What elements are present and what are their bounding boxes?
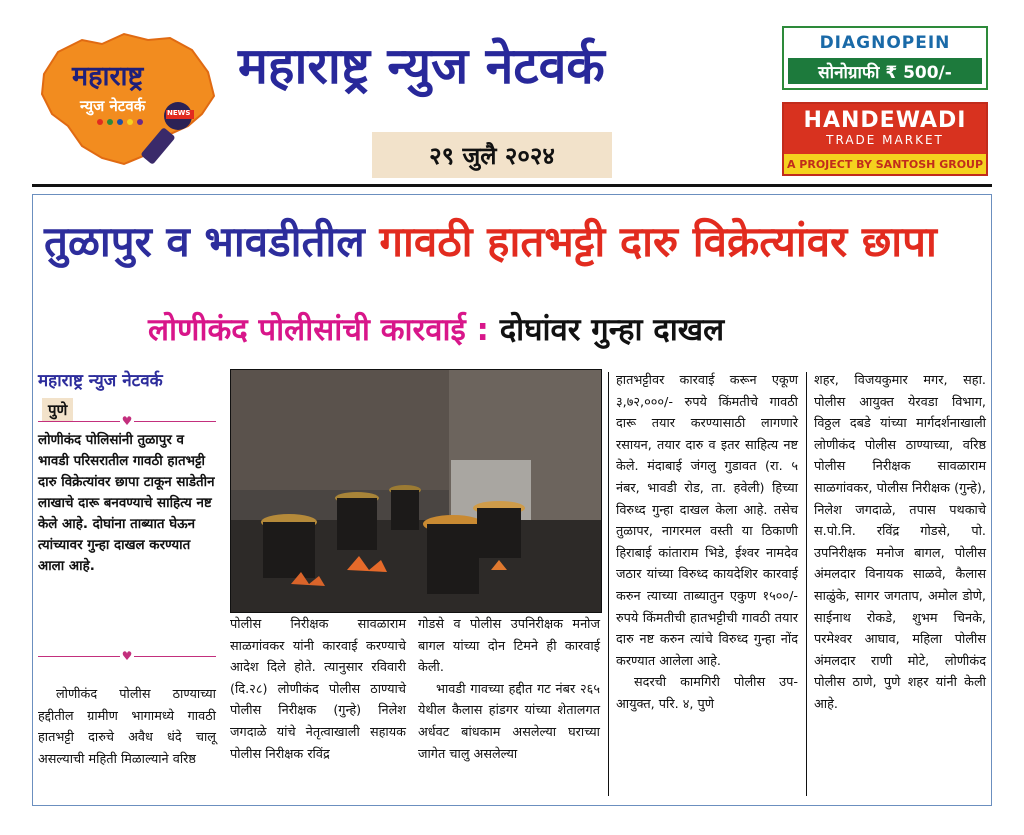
ad-handewadi[interactable]: [782, 102, 988, 176]
masthead-title: महाराष्ट्र न्युज नेटवर्क: [238, 37, 605, 95]
article-byline: महाराष्ट्र न्युज नेटवर्क: [38, 371, 163, 391]
distillery-photo-icon: [231, 370, 602, 613]
column-divider: [608, 372, 609, 796]
article-column-3: [418, 614, 600, 765]
article-column-2: पोलीस निरीक्षक सावळाराम साळगांवकर यांनी कारवाई करण्याचे आदेश दिले होते. त्यानुसार रविवारी (दि.२८) लोणीकंद पोलीस ठाण्याचे पोलीस निरीक्षक (गुन्हे) निलेश जगदाळे यांचे नेतृत्वाखाली सहायक पोलीस निरीक्षक रविंद्र: [230, 617, 406, 762]
article-headline: [44, 212, 984, 269]
article-column-5: शहर, विजयकुमार मगर, सहा. पोलीस आयुक्त येरवडा विभाग, विठ्ठल दबडे यांच्या मार्गदर्शनाखाली लोणीकंद पोलीस ठाण्याच्या, वरिष्ठ पोलीस निरीक्षक सावळाराम साळगांवकर, पोलीस निरीक्षक (गुन्हे), निलेश जगदाळे, तपास पथकाचे स.पो.नि. रविंद्र गोडसे, पो. उपनिरीक्षक मनोज बागल, पोलीस अंमलदार विनायक साळवे, कैलास साळुंके, सागर जगताप, अमोल डोणे, साईनाथ रोकडे, शुभम चिनके, परमेश्वर आघाव, महिला पोलीस अंमलदार राणी मोटे, लोणीकंद पोलीस ठाणे, पुणे शहर यांनी केली आहे.: [814, 373, 986, 712]
subhead-part1: लोणीकंद पोलीसांची कारवाई :: [148, 312, 489, 348]
col3-paragraph-2: भावडी गावच्या हद्दीत गट नंबर २६५ येथील कैलास हांडगर यांच्या शेतालगत अर्धवट बांधकाम असलेल्या घराच्या जागेत चालु असलेल्या: [418, 681, 600, 762]
article-summary: लोणीकंद पोलिसांनी तुळापुर व भावडी परिसरातील गावठी हातभट्टी दारु विक्रेत्यांवर छापा टाकून साडेतीन लाखाचे दारू बनवण्याचे साहित्य नष्ट केले आहे. दोघांना ताब्यात घेऊन त्यांच्यावर गुन्हा दाखल करण्यात आला आहे.: [38, 433, 215, 574]
article-subhead: [148, 308, 724, 350]
col4-paragraph-1: हातभट्टीवर कारवाई करून एकूण ३,७२,०००/- रुपये किंमतीचे गावठी दारू तयार करण्यासाठी लागणारे रसायन, तयार दारु व इतर साहित्य नष्ट केले. मंदाबाई जंगलु गुडावत (रा. ५ नंबर, भावडी रोड, ता. हवेली) हिच्या विरुध्द गुन्हा दाखल केला आहे. तसेच तुळापर, नागरमल वस्ती या ठिकाणी हिराबाई कांताराम भिडे, ईश्वर नामदेव जठार यांच्या विरुध्द कायदेशिर कारवाई करुन त्याच्या ताब्यातुन एकुण १५००/- रुपये किंमतीची हातभट्टीची गावठी तयार दारु नष्ट करुन त्यांचे विरुध्द गुन्हा नोंद करण्यात आलेला आहे.: [616, 373, 798, 669]
col4-paragraph-2: सदरची कामगिरी पोलीस उप-आयुक्त, परि. ४, पुणे: [616, 675, 798, 712]
article-column-1: लोणीकंद पोलीस ठाण्याच्या हद्दीतील ग्रामीण भागामध्ये गावठी हातभट्टी दारुचे अवैध धंदे चालू असल्याची महिती मिळाल्याने वरिष्ठ: [38, 687, 216, 767]
headline-part1: तुळापुर व भावडीतील: [44, 217, 365, 266]
ad-handewadi-subtitle: TRADE MARKET: [826, 133, 944, 147]
ad-handewadi-tagline: A PROJECT BY SANTOSH GROUP: [784, 154, 986, 174]
ad-diagnopein[interactable]: [782, 26, 988, 90]
column-divider: [806, 372, 807, 796]
headline-part2: गावठी हातभट्टी दारु विक्रेत्यांवर छापा: [379, 217, 937, 266]
article-photo: [230, 369, 602, 613]
logo-news-label: NEWS: [167, 109, 191, 117]
heart-ornament-icon: ♥: [121, 649, 133, 663]
ad-diagnopein-offer: सोनोग्राफी ₹ 500/-: [788, 58, 982, 84]
ad-diagnopein-brand: DIAGNOPEIN: [819, 33, 951, 53]
article-column-4: [616, 370, 798, 716]
ad-handewadi-title: HANDEWADI: [803, 108, 967, 133]
col3-paragraph-1: गोडसे व पोलीस उपनिरीक्षक मनोज बागल यांच्या दोन टिमने ही कारवाई केली.: [418, 617, 600, 676]
issue-date: २९ जुलै २०२४: [372, 132, 612, 178]
dateline-place: पुणे: [42, 398, 73, 422]
heart-ornament-icon: ♥: [121, 414, 133, 428]
logo-subtitle: न्युज नेटवर्क: [80, 97, 146, 115]
masthead-logo[interactable]: [38, 30, 216, 170]
masthead-rule: [32, 184, 992, 187]
logo-title: महाराष्ट्र: [72, 61, 144, 92]
subhead-part2: दोघांवर गुन्हा दाखल: [499, 312, 725, 348]
